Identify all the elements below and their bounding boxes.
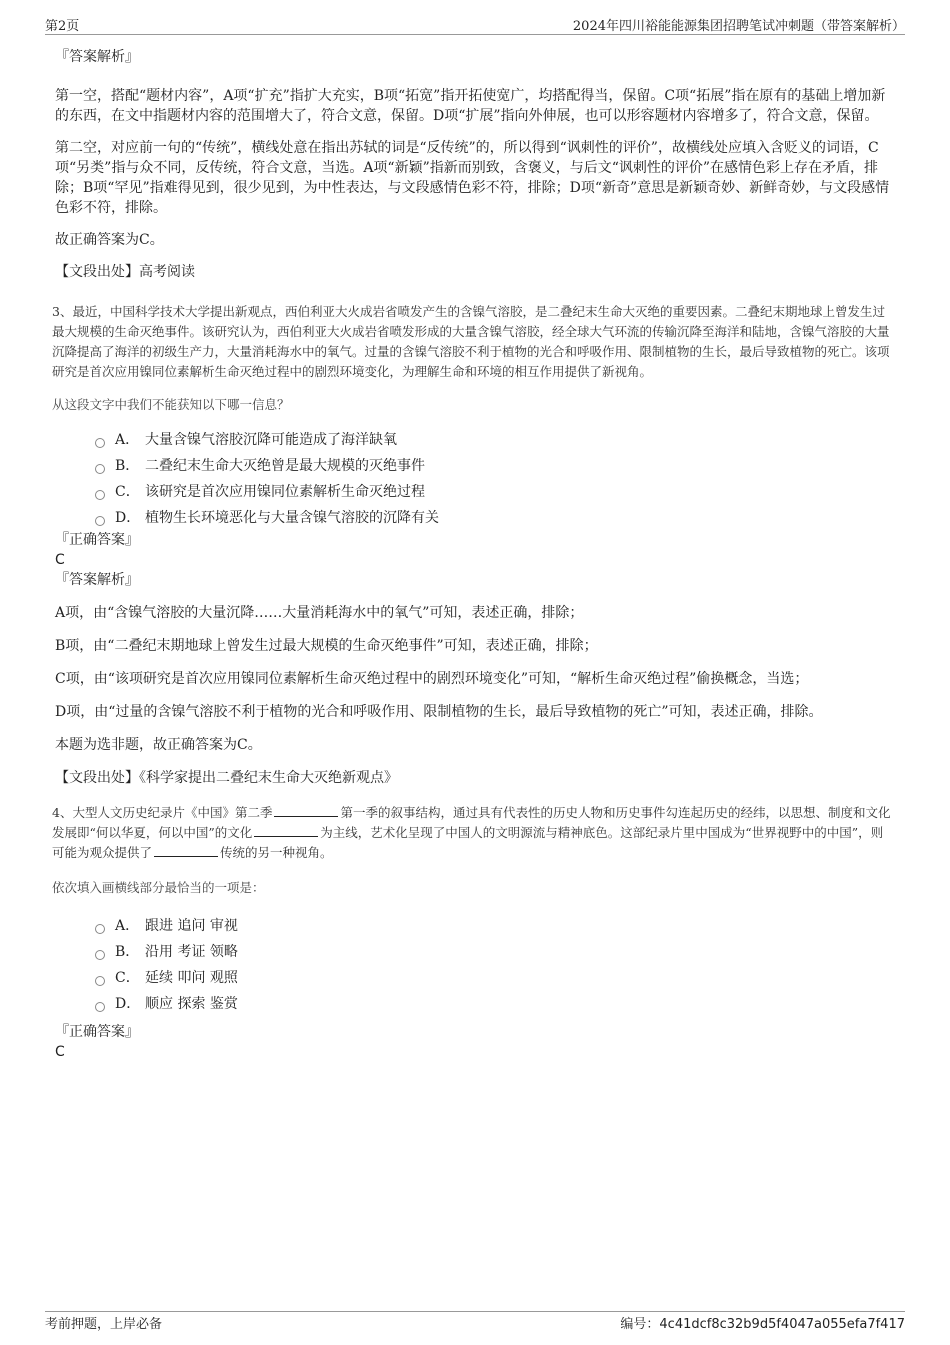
- option-letter: B．: [115, 458, 140, 474]
- option-text: 跟进 追问 审视: [145, 918, 238, 934]
- page-footer: [45, 1313, 905, 1331]
- q2-analysis-para1: 第一空，搭配“题材内容”，A项“扩充”指扩大充实，B项“拓宽”指开拓使宽广，均搭配得当，保留。C项“拓展”指在原有的基础上增加新的东西，在文中指题材内容的范围增大了，符合文意，保留。D项“扩展”指向外伸展，也可以形容题材内容增多了，符合文意，保留。: [55, 88, 886, 124]
- q3-option-a[interactable]: [55, 426, 895, 452]
- fill-blank-2: [254, 824, 318, 837]
- q3-source: 【文段出处】《科学家提出二叠纪末生命大灭绝新观点》: [55, 770, 398, 786]
- option-letter: D．: [115, 996, 141, 1012]
- q3-analysis-a: A项，由“含镍气溶胶的大量沉降……大量消耗海水中的氧气”可知，表述正确，排除；: [55, 605, 584, 621]
- q3-option-c[interactable]: [55, 478, 895, 504]
- q4-option-d[interactable]: [55, 990, 895, 1016]
- option-text: 沿用 考证 领略: [145, 944, 238, 960]
- footer-code-label: 编号：: [620, 1316, 660, 1332]
- q3-option-d[interactable]: [55, 504, 895, 530]
- q3-passage: 3、最近，中国科学技术大学提出新观点，西伯利亚大火成岩省喷发产生的含镍气溶胶，是二叠纪末生命大灭绝的重要因素。二叠纪末期地球上曾发生过最大规模的生命灭绝事件。该研究认为，西伯利亚大火成岩省喷发形成的大量含镍气溶胶，经全球大气环流的传输沉降至海洋和陆地，含镍气溶胶的大量沉降提高了海洋的初级生产力，大量消耗海水中的氧气。过量的含镍气溶胶不利于植物的光合和呼吸作用、限制植物的生长，最后导致植物的死亡。该项研究是首次应用镍同位素解析生命灭绝过程中的剧烈环境变化，为理解生命和环境的相互作用提供了新视角。: [52, 304, 890, 379]
- q3-analysis-b: B项，由“二叠纪末期地球上曾发生过最大规模的生命灭绝事件”可知，表述正确，排除；: [55, 638, 598, 654]
- q3-option-b[interactable]: [55, 452, 895, 478]
- q4-option-a[interactable]: [55, 912, 895, 938]
- q3-conclusion: 本题为选非题，故正确答案为C。: [55, 737, 262, 753]
- header-divider: [45, 34, 905, 35]
- q3-analysis-d: D项，由“过量的含镍气溶胶不利于植物的光合和呼吸作用、限制植物的生长，最后导致植物的死亡”可知，表述正确，排除。: [55, 704, 823, 720]
- q3-answer: C: [55, 552, 65, 568]
- radio-icon[interactable]: [95, 464, 105, 474]
- q4-option-c[interactable]: [55, 964, 895, 990]
- q3-options: [55, 426, 895, 530]
- option-text: 该研究是首次应用镍同位素解析生命灭绝过程: [145, 484, 425, 500]
- q4-answer-label: 『正确答案』: [55, 1024, 139, 1040]
- q3-analysis-c: C项，由“该项研究是首次应用镍同位素解析生命灭绝过程中的剧烈环境变化”可知，“解析生命灭绝过程”偷换概念，当选；: [55, 671, 809, 687]
- q2-analysis-para2: 第二空，对应前一句的“传统”，横线处意在指出苏轼的词是“反传统”的，所以得到“讽刺性的评价”，故横线处应填入含贬义的词语，C项“另类”指与众不同，反传统，符合文意，当选。A项“新颖”指新而别致，含褒义，与后文“讽刺性的评价”在感情色彩上存在矛盾，排除；B项“罕见”指难得见到，很少见到，为中性表达，与文段感情色彩不符，排除；D项“新奇”意思是新颖奇妙、新鲜奇妙，与文段感情色彩不符，排除。: [55, 140, 890, 216]
- q2-source: 【文段出处】高考阅读: [55, 264, 195, 280]
- option-letter: A．: [115, 432, 140, 448]
- footer-slogan: 考前押题，上岸必备: [45, 1316, 163, 1332]
- fill-blank-3: [154, 844, 218, 857]
- q2-analysis-label: 『答案解析』: [55, 49, 139, 65]
- page-content: [52, 40, 895, 1062]
- footer-code: [620, 1313, 905, 1332]
- page-number: 第2页: [45, 18, 80, 34]
- q4-question: 依次填入画横线部分最恰当的一项是：: [52, 880, 265, 895]
- q4-passage-seg1: 4、大型人文历史纪录片《中国》第二季: [52, 805, 273, 820]
- option-letter: B．: [115, 944, 140, 960]
- q3-answer-label: 『正确答案』: [55, 532, 139, 548]
- option-letter: C．: [115, 970, 140, 986]
- q4-passage-seg4: 传统的另一种视角。: [220, 845, 333, 860]
- page-header: [45, 14, 905, 34]
- q3-analysis-label: 『答案解析』: [55, 572, 139, 588]
- option-text: 延续 叩问 观照: [145, 970, 238, 986]
- q4-passage: [52, 803, 895, 863]
- q4-options: [55, 912, 895, 1016]
- radio-icon[interactable]: [95, 976, 105, 986]
- q4-passage-seg2: 第一季的叙事结构，通过具有代表性的历史人物和历史事件勾连起历史的经纬，以思想、制度和文化发展即“何以华夏，何以中国”的文化: [52, 805, 891, 840]
- radio-icon[interactable]: [95, 516, 105, 526]
- q4-option-b[interactable]: [55, 938, 895, 964]
- radio-icon[interactable]: [95, 490, 105, 500]
- option-text: 顺应 探索 鉴赏: [145, 996, 238, 1012]
- document-title: 2024年四川裕能能源集团招聘笔试冲刺题（带答案解析）: [572, 18, 905, 34]
- q3-question: 从这段文字中我们不能获知以下哪一信息？: [52, 397, 290, 412]
- radio-icon[interactable]: [95, 924, 105, 934]
- option-text: 大量含镍气溶胶沉降可能造成了海洋缺氧: [145, 432, 397, 448]
- option-text: 植物生长环境恶化与大量含镍气溶胶的沉降有关: [145, 510, 439, 526]
- q2-conclusion: 故正确答案为C。: [55, 232, 164, 248]
- radio-icon[interactable]: [95, 1002, 105, 1012]
- q4-passage-seg3: 为主线，艺术化呈现了中国人的文明源流与精神底色。这部纪录片里中国成为“世界视野中的中国”，则可能为观众提供了: [52, 825, 884, 860]
- option-letter: A．: [115, 918, 140, 934]
- option-text: 二叠纪末生命大灭绝曾是最大规模的灭绝事件: [145, 458, 425, 474]
- radio-icon[interactable]: [95, 950, 105, 960]
- q4-answer: C: [55, 1044, 65, 1060]
- option-letter: D．: [115, 510, 141, 526]
- option-letter: C．: [115, 484, 140, 500]
- radio-icon[interactable]: [95, 438, 105, 448]
- fill-blank-1: [274, 804, 338, 817]
- footer-code-value: 4c41dcf8c32b9d5f4047a055efa7f417: [659, 1316, 905, 1332]
